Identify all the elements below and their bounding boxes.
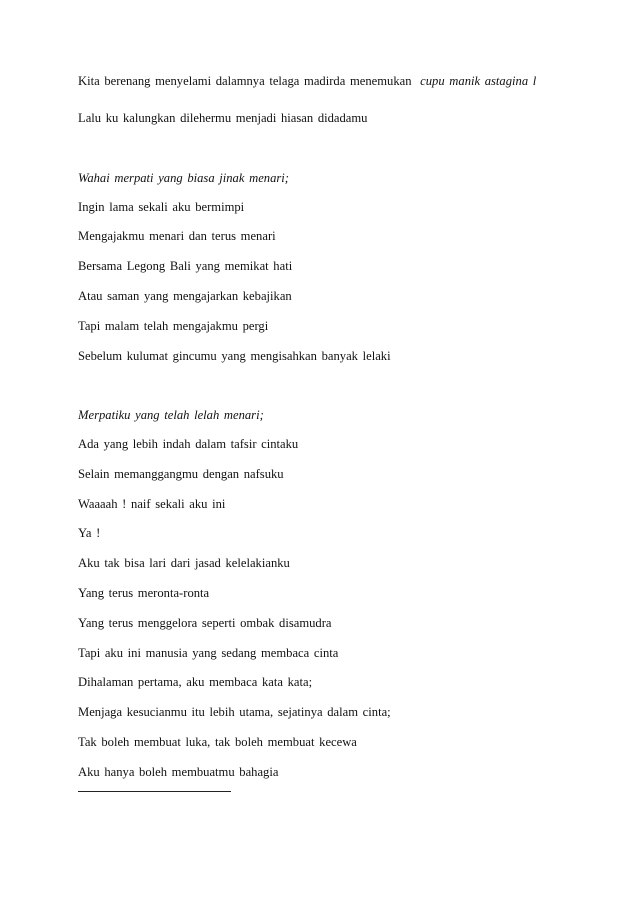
poem-line [78,73,536,89]
poem-line: Aku hanya boleh membuatmu bahagia [78,765,279,779]
poem-line: Lalu ku kalungkan dilehermu menjadi hiasan didadamu [78,111,368,125]
poem-line: Sebelum kulumat gincumu yang mengisahkan banyak lelaki [78,349,391,363]
poem-line: Ingin lama sekali aku bermimpi [78,200,245,214]
poem-line: Selain memanggangmu dengan nafsuku [78,467,284,481]
poem-line: Menjaga kesucianmu itu lebih utama, sejatinya dalam cinta; [78,705,391,719]
poem-line: Tak boleh membuat luka, tak boleh membuat kecewa [78,735,357,749]
poem-line: Tapi aku ini manusia yang sedang membaca cinta [78,646,339,660]
stanza-heading: Merpatiku yang telah lelah menari; [78,408,264,422]
poem-line: Dihalaman pertama, aku membaca kata kata; [78,675,313,689]
poem-line: Yang terus meronta-ronta [78,586,210,600]
poem-line: Tapi malam telah mengajakmu pergi [78,319,269,333]
poem-line: Aku tak bisa lari dari jasad kelelakianku [78,556,290,570]
poem-line-italic-text: cupu manik astagina l [420,74,537,88]
stanza-heading: Wahai merpati yang biasa jinak menari; [78,171,289,185]
poem-line: Ada yang lebih indah dalam tafsir cintaku [78,437,299,451]
poem-line: Bersama Legong Bali yang memikat hati [78,259,293,273]
poem-line: Yang terus menggelora seperti ombak disamudra [78,616,332,630]
poem-line: Mengajakmu menari dan terus menari [78,229,276,243]
poem-line-text: Kita berenang menyelami dalamnya telaga madirda menemukan [78,74,412,88]
poem-line: Waaaah ! naif sekali aku ini [78,497,226,511]
poem-line: Atau saman yang mengajarkan kebajikan [78,289,292,303]
footnote-separator [78,791,231,792]
poem-line: Ya ! [78,526,101,540]
